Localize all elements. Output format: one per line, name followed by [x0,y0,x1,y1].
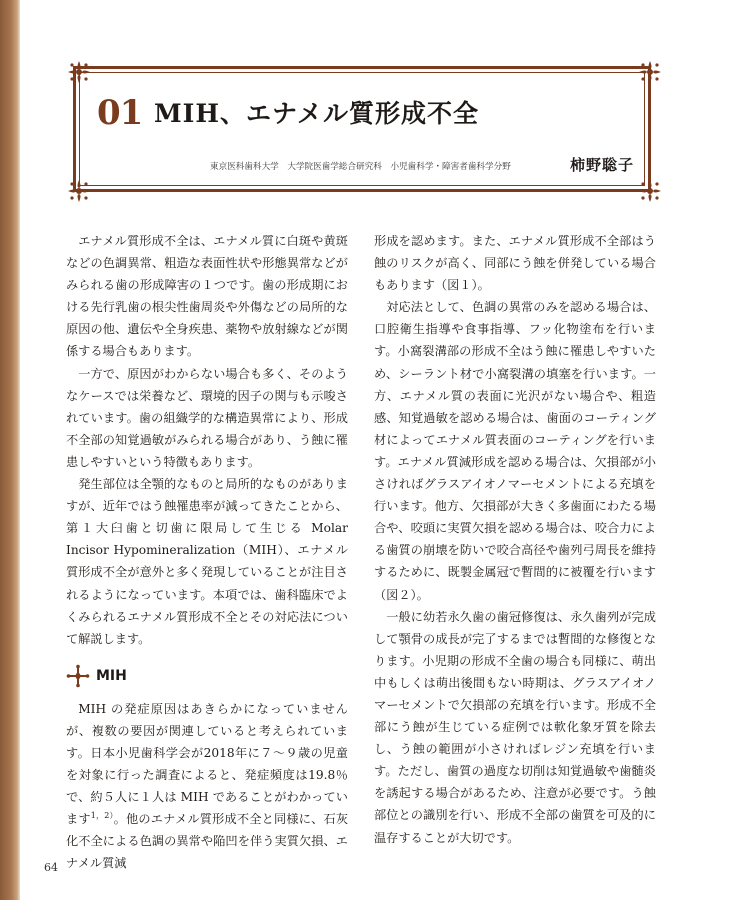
author-name: 柿野聡子 [570,156,635,174]
paragraph: 形成を認めます。また、エナメル質形成不全部はう蝕のリスクが高く、同部にう蝕を併発している場合もあります（図１）。 [374,234,656,293]
paragraph: 一方で、原因がわからない場合も多く、そのようなケースでは栄養など、環境的因子の関与も示唆されています。歯の組織学的な構造異常により、形成不全部の知覚過敏がみられる場合があり、う蝕に罹患しやすいという特徴もあります。 [66,366,348,469]
paragraph: 一般に幼若永久歯の歯冠修復は、永久歯列が完成して顎骨の成長が完了するまでは暫間的な修復となります。小児期の形成不全歯の場合も同様に、萌出中もしくは萌出後間もない時期は、グラスアイオノマーセメントで欠損部の充填を行います。形成不全部にう蝕が生じている症例では軟化象牙質を除去し、う蝕の範囲が小さければレジン充填を行います。ただし、歯質の過度な切削は知覚過敏や歯髄炎を誘起する場合があるため、注意が必要です。う蝕部位との識別を行い、形成不全部の歯質を可及的に温存することが大切です。 [374,609,656,845]
section-heading [66,654,348,698]
author-affiliation: 東京医科歯科大学 大学院医歯学総合研究科 小児歯科学・障害者歯科学分野 [210,162,511,172]
section-title: MIH [96,667,127,684]
fleur-ornament-icon [637,59,663,85]
chapter-title: MIH、エナメル質形成不全 [154,99,479,128]
chapter-number: 01 [97,93,143,133]
paragraph-text: MIH の発症原因はあきらかになっていませんが、複数の要因が関連していると考えられています。日本小児歯科学会が2018年に７～９歳の児童を対象に行った調査によると、発症頻度は19.8％で、約５人に１人は MIH であることがわかっています [66,701,348,827]
fleur-ornament-icon [66,59,92,85]
page-number: 64 [44,861,58,874]
book-spine-edge [0,0,20,900]
paragraph: エナメル質形成不全は、エナメル質に白斑や黄斑などの色調異常、粗造な表面性状や形態異常などがみられる歯の形成障害の１つです。歯の形成期における先行乳歯の根尖性歯周炎や外傷などの局所的な原因の他、遺伝や全身疾患、薬物や放射線などが関係する場合もあります。 [66,234,348,359]
right-column [374,230,656,849]
fleur-ornament-icon [637,178,663,204]
paragraph-text: 。他のエナメル質形成不全と同様に、石灰化不全による色調の異常や陥凹を伴う実質欠損、エナメル質減 [66,812,348,871]
left-column [66,230,348,875]
paragraph [66,698,348,875]
reference-superscript: 1，2） [90,811,114,821]
cross-ornament-icon [66,664,90,688]
paragraph: 対応法として、色調の異常のみを認める場合は、口腔衛生指導や食事指導、フッ化物塗布を行います。小窩裂溝部の形成不全はう蝕に罹患しやすいため、シーラント材で小窩裂溝の填塞を行います。一方、エナメル質の表面に光沢がない場合や、粗造感、知覚過敏を認める場合は、歯面のコーティング材によってエナメル質表面のコーティングを行います。エナメル質減形成を認める場合は、欠損部が小さければグラスアイオノマーセメントによる充填を行います。他方、欠損部が大きく多歯面にわたる場合や、咬頭に実質欠損を認める場合は、咬合力による歯質の崩壊を防いで咬合高径や歯列弓周長を維持するために、既製金属冠で暫間的に被覆を行います（図２）。 [374,300,656,602]
fleur-ornament-icon [66,178,92,204]
paragraph: 発生部位は全顎的なものと局所的なものがありますが、近年ではう蝕罹患率が減ってきたことから、第１大臼歯と切歯に限局して生じる Molar Incisor Hypomineralization（MIH）、エナメル質形成不全が意外と多く発現していることが注目されるようになっています。本項では、歯科臨床でよくみられるエナメル質形成不全とその対応法について解説します。 [66,477,348,646]
